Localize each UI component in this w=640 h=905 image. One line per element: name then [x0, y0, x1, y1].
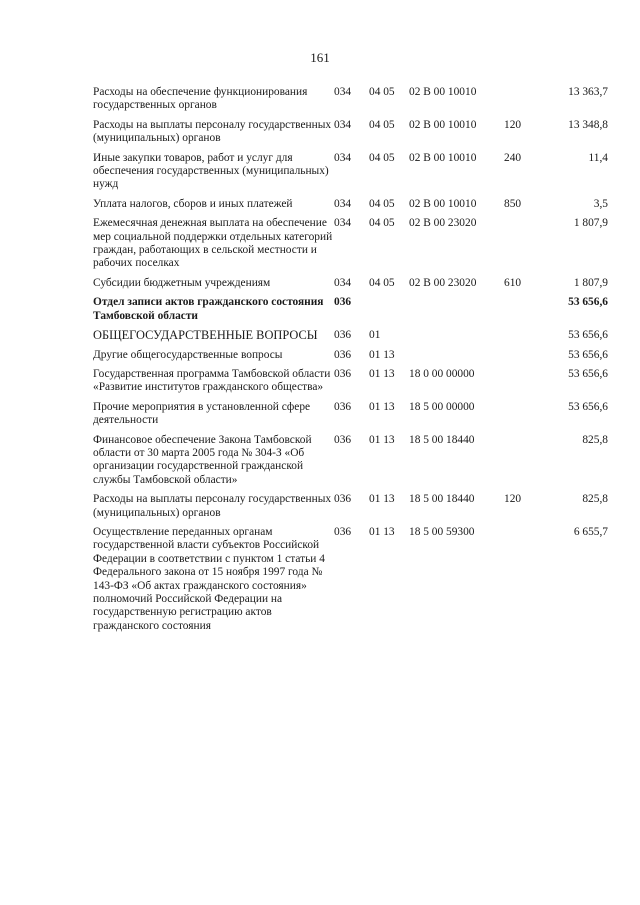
row-expense-code: [504, 434, 544, 494]
row-section-code: 01 13: [369, 493, 395, 506]
row-amount: 13 348,8: [568, 118, 608, 131]
row-name: Иные закупки товаров, работ и услуг для обеспечения государственных (муниципальных) нужд: [93, 151, 329, 191]
row-target-code: 02 В 00 10010: [409, 151, 477, 164]
row-section-code: 04 05: [369, 197, 395, 210]
budget-table: [93, 86, 608, 639]
table-row: [93, 493, 608, 526]
row-name: Государственная программа Тамбовской области «Развитие институтов гражданского общества»: [93, 367, 331, 394]
row-amount: 1 807,9: [573, 276, 608, 289]
row-dept-code: 034: [334, 197, 352, 210]
row-amount: 6 655,7: [573, 525, 608, 538]
row-section-code: 01: [369, 329, 381, 342]
table-row: [93, 217, 608, 277]
row-expense-code: 120: [504, 118, 522, 131]
row-expense-code: [504, 329, 544, 348]
row-dept-code: 036: [334, 348, 352, 361]
row-target-code: 18 5 00 18440: [409, 433, 475, 446]
row-section-code: 04 05: [369, 217, 395, 230]
row-amount: 53 656,6: [568, 348, 608, 361]
row-expense-code: [504, 526, 544, 639]
row-section-code: [369, 296, 409, 329]
row-name: Расходы на выплаты персоналу государственных (муниципальных) органов: [93, 118, 332, 145]
row-target-code: [409, 296, 504, 329]
row-target-code: [409, 349, 504, 368]
row-section-code: 04 05: [369, 118, 395, 131]
row-amount: 53 656,6: [568, 400, 608, 413]
table-row: [93, 526, 608, 639]
row-section-code: 04 05: [369, 86, 395, 98]
table-row: [93, 368, 608, 401]
row-amount: 53 656,6: [568, 367, 608, 380]
row-name: Осуществление переданных органам государственной власти субъектов Российской Федерации в соответствии с пунктом 1 статьи 4 Федерального закона от 15 ноября 1997 года № 143-ФЗ «Об актах гражданского состояния» полномочий Российской Федерации на государственную регистрацию актов гражданского состояния: [93, 525, 325, 632]
row-section-code: 01 13: [369, 348, 395, 361]
row-name: Субсидии бюджетным учреждениям: [93, 276, 271, 289]
row-section-code: 01 13: [369, 433, 395, 446]
row-target-code: 02 В 00 10010: [409, 118, 477, 131]
row-target-code: 02 В 00 10010: [409, 197, 477, 210]
row-dept-code: 034: [334, 86, 352, 98]
row-amount: 825,8: [582, 433, 608, 446]
row-section-code: 04 05: [369, 276, 395, 289]
row-amount: 53 656,6: [568, 296, 608, 309]
row-amount: 1 807,9: [573, 217, 608, 230]
row-section-code: 01 13: [369, 400, 395, 413]
row-expense-code: [504, 86, 544, 119]
row-amount: 11,4: [588, 151, 608, 164]
row-target-code: 18 5 00 59300: [409, 525, 475, 538]
row-name: Ежемесячная денежная выплата на обеспечение мер социальной поддержки отдельных категорий граждан, работающих в сельской местности и рабочих поселках: [93, 217, 333, 270]
table-row: [93, 434, 608, 494]
row-target-code: 02 В 00 23020: [409, 217, 477, 230]
row-expense-code: 120: [504, 493, 522, 506]
table-row: [93, 152, 608, 198]
table-row: [93, 198, 608, 217]
row-expense-code: 610: [504, 276, 522, 289]
table-row: [93, 119, 608, 152]
row-dept-code: 036: [334, 433, 352, 446]
row-target-code: 18 5 00 18440: [409, 493, 475, 506]
row-target-code: 02 В 00 23020: [409, 276, 477, 289]
row-expense-code: [504, 296, 544, 329]
table-row-department: [93, 296, 608, 329]
row-target-code: [409, 329, 504, 348]
row-target-code: 18 5 00 00000: [409, 400, 475, 413]
row-amount: 825,8: [582, 493, 608, 506]
row-name: Расходы на выплаты персоналу государственных (муниципальных) органов: [93, 493, 332, 519]
row-dept-code: 034: [334, 118, 352, 131]
row-expense-code: [504, 368, 544, 401]
row-dept-code: 034: [334, 276, 352, 289]
row-section-code: 01 13: [369, 525, 395, 538]
table-row: [93, 349, 608, 368]
table-row: [93, 86, 608, 119]
row-amount: 13 363,7: [568, 86, 608, 98]
row-expense-code: 240: [504, 151, 522, 164]
row-name: ОБЩЕГОСУДАРСТВЕННЫЕ ВОПРОСЫ: [93, 328, 318, 343]
row-amount: 3,5: [593, 197, 608, 210]
row-name: Финансовое обеспечение Закона Тамбовской области от 30 марта 2005 года № 304-З «Об организации государственной гражданской службы Тамбовской области»: [93, 433, 312, 486]
row-target-code: 18 0 00 00000: [409, 367, 475, 380]
row-name: Отдел записи актов гражданского состояния Тамбовской области: [93, 296, 324, 322]
row-expense-code: [504, 217, 544, 277]
row-dept-code: 034: [334, 217, 352, 230]
row-amount: 53 656,6: [568, 329, 608, 342]
row-name: Расходы на обеспечение функционирования государственных органов: [93, 86, 308, 112]
row-section-code: 01 13: [369, 367, 395, 380]
table-row-section: [93, 329, 608, 348]
row-dept-code: 036: [334, 296, 352, 309]
row-dept-code: 036: [334, 525, 352, 538]
row-dept-code: 036: [334, 493, 352, 506]
row-name: Другие общегосударственные вопросы: [93, 348, 283, 361]
row-section-code: 04 05: [369, 151, 395, 164]
row-target-code: 02 В 00 10010: [409, 86, 477, 98]
row-dept-code: 036: [334, 367, 352, 380]
row-dept-code: 036: [334, 329, 352, 342]
table-row: [93, 401, 608, 434]
row-dept-code: 036: [334, 400, 352, 413]
row-name: Уплата налогов, сборов и иных платежей: [93, 197, 293, 210]
row-name: Прочие мероприятия в установленной сфере деятельности: [93, 400, 311, 427]
page-number: 161: [310, 50, 330, 65]
table-row: [93, 277, 608, 296]
row-expense-code: [504, 401, 544, 434]
row-dept-code: 034: [334, 151, 352, 164]
row-expense-code: 850: [504, 197, 522, 210]
row-expense-code: [504, 349, 544, 368]
